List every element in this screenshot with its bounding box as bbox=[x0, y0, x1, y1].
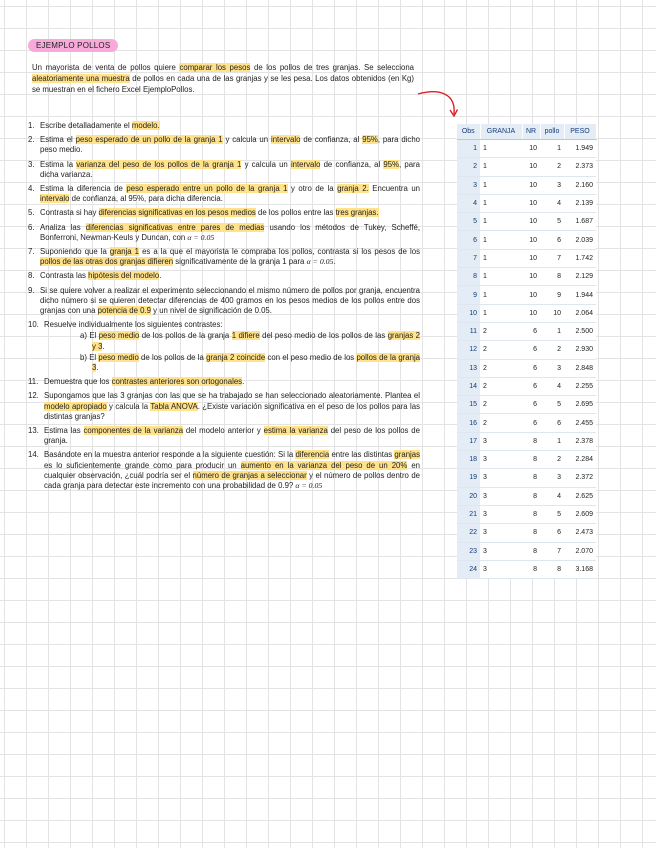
table-body bbox=[457, 140, 596, 579]
highlighted-text: estima la varianza bbox=[263, 426, 328, 436]
table-cell: 2 bbox=[540, 158, 564, 176]
text-segment: de los pollos entre las bbox=[255, 208, 336, 218]
highlighted-text: Tabla ANOVA bbox=[150, 401, 198, 411]
exercise-item bbox=[28, 160, 420, 180]
text-segment: Suponiendo que la bbox=[40, 247, 110, 257]
exercise-item bbox=[28, 247, 420, 267]
table-row bbox=[457, 542, 596, 560]
text-segment: significativamente de la granja 1 para bbox=[173, 257, 307, 267]
table-cell: 2.373 bbox=[564, 158, 596, 176]
table-cell: 10 bbox=[522, 194, 540, 212]
table-cell: 3 bbox=[480, 451, 522, 469]
text-segment: Estima la bbox=[40, 159, 77, 169]
table-row bbox=[457, 432, 596, 450]
exercise-text bbox=[40, 286, 420, 317]
text-segment: y un nivel de significación de 0.05. bbox=[150, 306, 272, 316]
table-cell: 2 bbox=[480, 359, 522, 377]
text-segment: Estima las bbox=[44, 426, 84, 436]
exercise-item bbox=[28, 320, 420, 330]
table-cell: 2.160 bbox=[564, 176, 596, 194]
table-cell: 3 bbox=[480, 487, 522, 505]
highlighted-text: hipótesis del modelo bbox=[88, 271, 160, 281]
exercise-text bbox=[40, 160, 420, 180]
table-cell: 2.609 bbox=[564, 505, 596, 523]
table-cell: 1.742 bbox=[564, 249, 596, 267]
table-cell: 6 bbox=[522, 322, 540, 340]
highlighted-text: modelo. bbox=[131, 121, 160, 130]
table-cell: 6 bbox=[522, 414, 540, 432]
table-cell: 5 bbox=[457, 213, 480, 231]
highlighted-text: potencia de 0.9 bbox=[97, 306, 151, 316]
table-row bbox=[457, 249, 596, 267]
table-cell: 1.949 bbox=[564, 140, 596, 158]
exercise-number: 10. bbox=[28, 320, 39, 330]
table-cell: 1 bbox=[480, 158, 522, 176]
table-cell: 2.039 bbox=[564, 231, 596, 249]
table-cell: 3.168 bbox=[564, 560, 596, 578]
table-cell: 7 bbox=[540, 249, 564, 267]
text-segment: Escribe detalladamente el bbox=[40, 121, 132, 130]
table-cell: 24 bbox=[457, 560, 480, 578]
table-cell: 2.378 bbox=[564, 432, 596, 450]
table-cell: 2.139 bbox=[564, 194, 596, 212]
table-cell: 17 bbox=[457, 432, 480, 450]
table-cell: 4 bbox=[540, 377, 564, 395]
highlighted-text: peso medio bbox=[98, 331, 140, 341]
exercise-text bbox=[44, 377, 420, 387]
text-segment: y calcula un bbox=[222, 135, 271, 145]
table-cell: 10 bbox=[522, 213, 540, 231]
table-cell: 2 bbox=[457, 158, 480, 176]
table-cell: 6 bbox=[540, 524, 564, 542]
table-cell: 22 bbox=[457, 524, 480, 542]
text-segment: usando los métodos de Tukey, Scheffé, Bonferroni, Newman-Keuls y Duncan, con bbox=[40, 222, 421, 242]
table-cell: 2.064 bbox=[564, 304, 596, 322]
exercise-item bbox=[28, 377, 420, 387]
table-cell: 19 bbox=[457, 469, 480, 487]
text-segment: con el peso medio de los bbox=[265, 352, 357, 362]
table-row bbox=[457, 140, 596, 158]
table-row bbox=[457, 322, 596, 340]
table-cell: 10 bbox=[522, 268, 540, 286]
table-cell: 8 bbox=[522, 487, 540, 505]
table-cell: 8 bbox=[522, 505, 540, 523]
table-cell: 13 bbox=[457, 359, 480, 377]
table-row bbox=[457, 286, 596, 304]
table-cell: 2 bbox=[480, 341, 522, 359]
table-cell: 10 bbox=[522, 140, 540, 158]
table-cell: 8 bbox=[522, 451, 540, 469]
table-cell: 1.944 bbox=[564, 286, 596, 304]
table-cell: 9 bbox=[457, 286, 480, 304]
table-cell: 23 bbox=[457, 542, 480, 560]
table-cell: 10 bbox=[522, 286, 540, 304]
table-cell: 10 bbox=[522, 304, 540, 322]
table-cell: 8 bbox=[522, 432, 540, 450]
highlighted-text: intervalo bbox=[270, 135, 301, 145]
table-cell: 2 bbox=[480, 322, 522, 340]
text-segment: b) El bbox=[80, 352, 99, 362]
highlighted-text: aumento en la varianza del peso de un 20% bbox=[240, 460, 408, 470]
table-cell: 10 bbox=[522, 176, 540, 194]
table-cell: 1 bbox=[540, 322, 564, 340]
text-segment: . bbox=[96, 363, 99, 373]
table-cell: 3 bbox=[480, 469, 522, 487]
table-cell: 2.848 bbox=[564, 359, 596, 377]
table-cell: 6 bbox=[522, 377, 540, 395]
column-header-obs: Obs bbox=[457, 124, 480, 140]
text-segment: Encuentra un bbox=[368, 184, 421, 194]
highlighted-text: tres granjas. bbox=[335, 208, 379, 218]
text-segment: . bbox=[159, 271, 162, 281]
highlighted-text: intervalo bbox=[290, 159, 321, 169]
exercise-number: 14. bbox=[28, 450, 39, 460]
table-cell: 8 bbox=[522, 469, 540, 487]
table-header-row bbox=[457, 124, 596, 140]
table-cell: 2 bbox=[480, 377, 522, 395]
exercise-text bbox=[44, 391, 420, 422]
table-cell: 6 bbox=[540, 231, 564, 249]
text-segment: Resuelve individualmente los siguientes contrastes: bbox=[44, 320, 223, 330]
table-cell: 1 bbox=[540, 140, 564, 158]
text-segment: . bbox=[242, 377, 245, 387]
highlighted-text: 95% bbox=[383, 159, 400, 169]
exercise-text bbox=[40, 184, 420, 204]
text-segment: Un mayorista de venta de pollos quiere bbox=[32, 63, 180, 72]
exercise-item bbox=[28, 223, 420, 243]
table-cell: 3 bbox=[480, 505, 522, 523]
highlighted-text: granja 2. bbox=[337, 184, 369, 194]
exercise-text bbox=[40, 208, 420, 218]
exercise-text bbox=[44, 450, 420, 491]
table-cell: 1 bbox=[457, 140, 480, 158]
table-row bbox=[457, 359, 596, 377]
table-row bbox=[457, 414, 596, 432]
column-header-peso: PESO bbox=[564, 124, 596, 140]
exercise-text bbox=[44, 426, 420, 446]
exercise-item bbox=[28, 426, 420, 446]
math-expression: α = 0.05 bbox=[295, 481, 323, 491]
column-header-pollo: pollo bbox=[540, 124, 564, 140]
exercise-text bbox=[40, 135, 420, 155]
exercise-number: 8. bbox=[28, 271, 35, 281]
table-row bbox=[457, 487, 596, 505]
table-cell: 3 bbox=[480, 432, 522, 450]
math-expression: α = 0.05 bbox=[187, 232, 215, 242]
exercise-number: 13. bbox=[28, 426, 39, 436]
column-header-nr: NR bbox=[522, 124, 540, 140]
table-cell: 8 bbox=[522, 542, 540, 560]
table-cell: 4 bbox=[540, 194, 564, 212]
exercise-list bbox=[28, 121, 420, 491]
table-row bbox=[457, 451, 596, 469]
highlighted-text: número de granjas a seleccionar bbox=[192, 470, 307, 480]
highlighted-text: 1 difiere bbox=[231, 331, 260, 341]
table-cell: 1 bbox=[480, 304, 522, 322]
text-segment: es a la que el mayorista le compraba los pollos, contrasta si los pesos de los bbox=[139, 247, 421, 257]
text-segment: y calcula un bbox=[241, 159, 291, 169]
text-segment: . bbox=[333, 257, 336, 267]
table-cell: 4 bbox=[457, 194, 480, 212]
table-row bbox=[457, 524, 596, 542]
highlighted-text: granjas 2 y 3 bbox=[92, 331, 421, 351]
highlighted-text: granja 1 bbox=[109, 247, 140, 257]
table-row bbox=[457, 231, 596, 249]
table-row bbox=[457, 396, 596, 414]
table-cell: 1 bbox=[480, 286, 522, 304]
exercise-number: 11. bbox=[28, 377, 39, 387]
table-row bbox=[457, 341, 596, 359]
exercise-number: 6. bbox=[28, 222, 35, 232]
table-cell: 1.687 bbox=[564, 213, 596, 231]
data-table bbox=[457, 124, 597, 579]
table-cell: 1 bbox=[480, 176, 522, 194]
text-segment: del peso de los pollos de granja. bbox=[44, 426, 420, 446]
text-segment: de pollos en cada una de las granjas y se les pesa. Los datos obtenidos (en Kg) se muestran en el fichero Excel EjemploPollos. bbox=[32, 74, 414, 94]
text-segment: de los pollos de la bbox=[138, 352, 207, 362]
table-cell: 2.455 bbox=[564, 414, 596, 432]
text-segment: Supongamos que las 3 granjas con las que se ha trabajado se han seleccionado aleatoriamente. Plantea el bbox=[44, 391, 420, 401]
table-cell: 2.695 bbox=[564, 396, 596, 414]
table-cell: 6 bbox=[457, 231, 480, 249]
table-cell: 2.129 bbox=[564, 268, 596, 286]
highlighted-text: contrastes anteriores son ortogonales bbox=[111, 377, 243, 387]
text-segment: y el número de pollos dentro de cada granja para detectar este incremento con una probabilidad de 0.9? bbox=[44, 470, 420, 491]
text-segment: Contrasta si hay bbox=[40, 208, 99, 218]
table-row bbox=[457, 194, 596, 212]
table-cell: 3 bbox=[540, 359, 564, 377]
highlighted-text: diferencias significativas en los pesos medios bbox=[98, 208, 256, 218]
text-segment: y calcula la bbox=[106, 401, 151, 411]
table-cell: 14 bbox=[457, 377, 480, 395]
exercise-item bbox=[28, 135, 420, 155]
table-cell: 3 bbox=[480, 542, 522, 560]
table-cell: 7 bbox=[540, 542, 564, 560]
highlighted-text: diferencia bbox=[295, 450, 330, 460]
table-cell: 3 bbox=[480, 524, 522, 542]
text-segment: de confianza, al 95%, para dicha diferencia. bbox=[69, 194, 223, 204]
text-segment: de confianza, al bbox=[300, 135, 363, 145]
text-segment: Si se quiere volver a realizar el experimento seleccionando el mismo número de pollos por granja, encuentra dicho número si se quieren detectar diferencias de 400 gramos en los pesos medios de los pollos entre dos granjas con una bbox=[40, 285, 420, 316]
table-row bbox=[457, 505, 596, 523]
table-cell: 2.284 bbox=[564, 451, 596, 469]
text-segment: de confianza, al bbox=[320, 159, 384, 169]
table-cell: 1 bbox=[480, 140, 522, 158]
table-cell: 1 bbox=[540, 432, 564, 450]
table-cell: 1 bbox=[480, 194, 522, 212]
text-segment: Basándote en la muestra anterior responde a la siguiente cuestión: Si la bbox=[44, 450, 296, 460]
highlighted-text: varianza del peso de los pollos de la granja 1 bbox=[76, 159, 242, 169]
table-cell: 2 bbox=[480, 414, 522, 432]
exercise-number: 5. bbox=[28, 208, 35, 218]
exercise-item bbox=[28, 208, 420, 218]
highlighted-text: diferencias significativas entre pares de medias bbox=[85, 222, 265, 232]
highlighted-text: componentes de la varianza bbox=[83, 426, 184, 436]
table-cell: 2.625 bbox=[564, 487, 596, 505]
table-cell: 3 bbox=[457, 176, 480, 194]
exercise-item bbox=[28, 184, 420, 204]
text-segment: Demuestra que los bbox=[44, 377, 112, 387]
text-segment: . bbox=[102, 341, 105, 351]
table-cell: 6 bbox=[522, 396, 540, 414]
table-cell: 6 bbox=[522, 341, 540, 359]
highlighted-text: intervalo bbox=[40, 194, 70, 204]
table-cell: 1 bbox=[480, 249, 522, 267]
text-segment: y otro de la bbox=[287, 184, 338, 194]
table-cell: 8 bbox=[540, 268, 564, 286]
table-cell: 2.372 bbox=[564, 469, 596, 487]
table-cell: 11 bbox=[457, 322, 480, 340]
exercise-number: 4. bbox=[28, 184, 35, 194]
text-segment: de los pollos de tres granjas. Se selecciona bbox=[250, 63, 414, 72]
table-cell: 4 bbox=[540, 487, 564, 505]
table-cell: 2.500 bbox=[564, 322, 596, 340]
table-row bbox=[457, 268, 596, 286]
section-title: EJEMPLO POLLOS bbox=[28, 39, 118, 52]
highlighted-text: peso esperado de un pollo de la granja 1 bbox=[75, 135, 223, 145]
table-cell: 8 bbox=[522, 560, 540, 578]
table-cell: 2 bbox=[480, 396, 522, 414]
text-segment: entre las distintas bbox=[329, 450, 395, 460]
exercise-number: 12. bbox=[28, 391, 39, 401]
table-cell: 10 bbox=[457, 304, 480, 322]
math-expression: α = 0.05 bbox=[306, 257, 334, 267]
exercise-number: 3. bbox=[28, 159, 35, 169]
highlighted-text: granjas bbox=[394, 450, 420, 460]
table-cell: 10 bbox=[522, 231, 540, 249]
table-cell: 2 bbox=[540, 341, 564, 359]
table-row bbox=[457, 213, 596, 231]
table-cell: 2.070 bbox=[564, 542, 596, 560]
exercise-item bbox=[28, 271, 420, 281]
exercise-text bbox=[44, 320, 420, 330]
sub-contrast bbox=[80, 331, 420, 351]
table-row bbox=[457, 560, 596, 578]
text-segment: en cualquier observación, ¿cuál podría ser el bbox=[44, 460, 420, 480]
table-cell: 1 bbox=[480, 268, 522, 286]
exercise-number: 2. bbox=[28, 135, 35, 145]
red-arrow-icon bbox=[414, 86, 462, 120]
exercise-text bbox=[40, 247, 420, 267]
table-cell: 9 bbox=[540, 286, 564, 304]
highlighted-text: granja 2 coincide bbox=[206, 352, 266, 362]
exercise-text bbox=[40, 223, 420, 243]
exercise-number: 1. bbox=[28, 121, 35, 130]
exercise-text bbox=[40, 121, 420, 131]
text-segment: , para dicho peso medio. bbox=[40, 135, 420, 155]
table-cell: 1 bbox=[480, 213, 522, 231]
table-cell: 16 bbox=[457, 414, 480, 432]
table-cell: 8 bbox=[540, 560, 564, 578]
table-cell: 3 bbox=[540, 176, 564, 194]
highlighted-text: peso esperado entre un pollo de la granja 1 bbox=[126, 184, 288, 194]
table-cell: 15 bbox=[457, 396, 480, 414]
text-segment: Contrasta las bbox=[40, 271, 89, 281]
table-cell: 10 bbox=[522, 158, 540, 176]
table-cell: 2 bbox=[540, 451, 564, 469]
highlighted-text: 95% bbox=[362, 135, 378, 145]
highlighted-text: aleatoriamente una muestra bbox=[32, 74, 130, 83]
table-cell: 2.255 bbox=[564, 377, 596, 395]
highlighted-text: pollos de la granja 3 bbox=[92, 352, 421, 373]
exercise-text bbox=[40, 271, 420, 281]
table-cell: 6 bbox=[540, 414, 564, 432]
highlighted-text: peso medio bbox=[98, 352, 139, 362]
text-segment: Estima la diferencia de bbox=[40, 184, 127, 194]
highlighted-text: modelo apropiado bbox=[44, 401, 107, 411]
table-cell: 8 bbox=[457, 268, 480, 286]
exercise-item bbox=[28, 121, 420, 131]
table-cell: 8 bbox=[522, 524, 540, 542]
table-row bbox=[457, 377, 596, 395]
table-cell: 3 bbox=[480, 560, 522, 578]
exercise-item bbox=[28, 391, 420, 422]
exercise-item bbox=[28, 286, 420, 317]
text-segment: a) El bbox=[80, 331, 99, 341]
text-segment: del peso medio de los pollos de las bbox=[259, 331, 388, 341]
table-cell: 10 bbox=[540, 304, 564, 322]
text-segment: es lo suficientemente grande como para producir un bbox=[44, 460, 241, 470]
table-cell: 18 bbox=[457, 451, 480, 469]
exercise-number: 7. bbox=[28, 247, 35, 257]
text-segment: Analiza las bbox=[40, 222, 86, 232]
column-header-granja: GRANJA bbox=[480, 124, 522, 140]
intro-paragraph bbox=[32, 62, 414, 95]
table-cell: 21 bbox=[457, 505, 480, 523]
table-cell: 20 bbox=[457, 487, 480, 505]
table-cell: 5 bbox=[540, 505, 564, 523]
text-segment: de los pollos de la granja bbox=[139, 331, 232, 341]
table-cell: 1 bbox=[480, 231, 522, 249]
table-cell: 12 bbox=[457, 341, 480, 359]
table-cell: 7 bbox=[457, 249, 480, 267]
table-cell: 3 bbox=[540, 469, 564, 487]
highlighted-text: pollos de las otras dos granjas difieren bbox=[40, 257, 174, 267]
text-segment: del modelo anterior y bbox=[183, 426, 264, 436]
table-cell: 5 bbox=[540, 396, 564, 414]
table-row bbox=[457, 176, 596, 194]
text-segment: . ¿Existe variación significativa en el peso de los pollos para las distintas granjas? bbox=[44, 401, 420, 421]
table-cell: 5 bbox=[540, 213, 564, 231]
table-row bbox=[457, 469, 596, 487]
table-cell: 2.930 bbox=[564, 341, 596, 359]
table-row bbox=[457, 304, 596, 322]
text-segment: , para dicha varianza. bbox=[40, 159, 420, 179]
exercise-item bbox=[28, 450, 420, 491]
highlighted-text: comparar los pesos bbox=[179, 63, 251, 72]
sub-contrast bbox=[80, 353, 420, 373]
table-cell: 2.473 bbox=[564, 524, 596, 542]
text-segment: Estima el bbox=[40, 135, 76, 145]
table-row bbox=[457, 158, 596, 176]
table-cell: 10 bbox=[522, 249, 540, 267]
table-cell: 6 bbox=[522, 359, 540, 377]
exercise-number: 9. bbox=[28, 285, 35, 295]
